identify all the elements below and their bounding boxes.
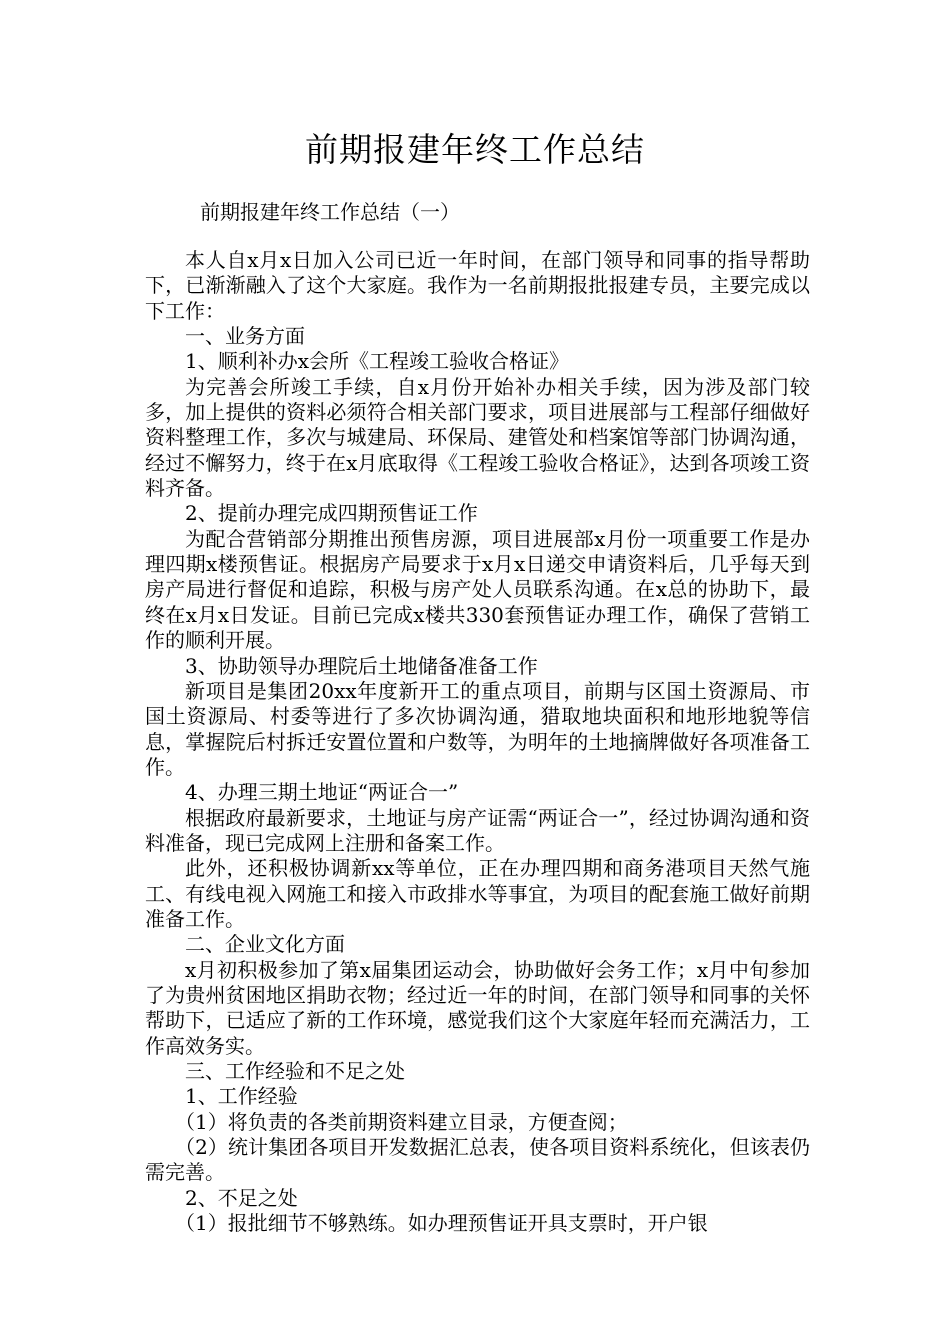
intro-paragraph: 本人自x月x日加入公司已近一年时间，在部门领导和同事的指导帮助下，已渐渐融入了这个大家庭。我作为一名前期报批报建专员，主要完成以下工作： [145, 248, 810, 323]
section-heading-business: 一、业务方面 [185, 324, 305, 349]
body-paragraph: 为完善会所竣工手续，自x月份开始补办相关手续，因为涉及部门较多，加上提供的资料必须符合相关部门要求，项目进展部与工程部仔细做好资料整理工作，多次与城建局、环保局、建管处和档案馆等部门协调沟通，经过不懈努力，终于在x月底取得《工程竣工验收合格证》，达到各项竣工资料齐备。 [145, 374, 810, 501]
subheading-shortcomings: 2、不足之处 [185, 1185, 298, 1210]
list-item: （1）报批细节不够熟练。如办理预售证开具支票时，开户银 [175, 1211, 708, 1236]
document-title: 前期报建年终工作总结 [305, 130, 645, 169]
body-paragraph: 新项目是集团20xx年度新开工的重点项目，前期与区国土资源局、市国土资源局、村委等进行了多次协调沟通，猎取地块面积和地形地貌等信息，掌握院后村拆迁安置位置和户数等，为明年的土地摘牌做好各项准备工作。 [145, 678, 810, 779]
body-paragraph: 根据政府最新要求，土地证与房产证需“两证合一”，经过协调沟通和资料准备，现已完成网上注册和备案工作。 [145, 805, 810, 855]
subheading-certificate: 1、顺利补办x会所《工程竣工验收合格证》 [185, 349, 570, 374]
subheading-land-certificate: 4、办理三期土地证“两证合一” [185, 780, 459, 805]
document-subtitle: 前期报建年终工作总结（一） [200, 200, 460, 224]
section-heading-experience: 三、工作经验和不足之处 [185, 1059, 405, 1083]
section-heading-culture: 二、企业文化方面 [185, 932, 345, 957]
subheading-land-reserve: 3、协助领导办理院后土地储备准备工作 [185, 653, 538, 678]
body-paragraph: 为配合营销部分期推出预售房源，项目进展部x月份一项重要工作是办理四期x楼预售证。根据房产局要求于x月x日递交申请资料后，几乎每天到房产局进行督促和追踪，积极与房产处人员联系沟通。在x总的协助下，最终在x月x日发证。目前已完成x楼共330套预售证办理工作，确保了营销工作的顺利开展。 [145, 526, 810, 653]
subheading-presale: 2、提前办理完成四期预售证工作 [185, 501, 478, 526]
subheading-experience: 1、工作经验 [185, 1084, 298, 1109]
document-body [145, 248, 810, 1236]
list-item: （1）将负责的各类前期资料建立目录，方便查阅； [175, 1109, 628, 1134]
body-paragraph: x月初积极参加了第x届集团运动会，协助做好会务工作；x月中旬参加了为贵州贫困地区捐助衣物；经过近一年的时间，在部门领导和同事的关怀帮助下，已适应了新的工作环境，感觉我们这个大家庭年轻而充满活力，工作高效务实。 [145, 957, 810, 1058]
list-item: （2）统计集团各项目开发数据汇总表，使各项目资料系统化，但该表仍需完善。 [145, 1135, 810, 1185]
body-paragraph: 此外，还积极协调新xx等单位，正在办理四期和商务港项目天然气施工、有线电视入网施工和接入市政排水等事宜，为项目的配套施工做好前期准备工作。 [145, 856, 810, 931]
